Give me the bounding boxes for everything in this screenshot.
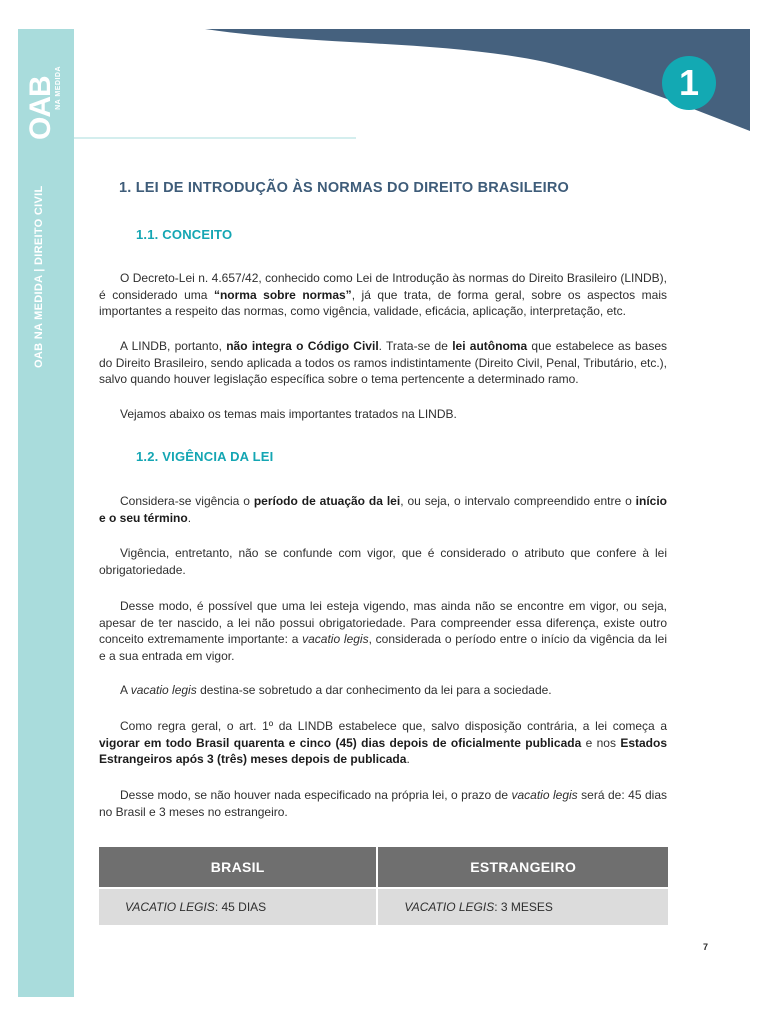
paragraph-default-period: Desse modo, se não houver nada especificado na própria lei, o prazo de vacatio legis será de: 45 dias no Brasil e 3 meses no estrangeiro. <box>99 788 667 819</box>
vacatio-table <box>99 847 668 925</box>
paragraph-topics-intro: Vejamos abaixo os temas mais importantes tratados na LINDB. <box>120 407 457 421</box>
table-header-row <box>99 847 668 888</box>
page-number: 7 <box>703 942 709 952</box>
paragraph-lindb-definition: O Decreto-Lei n. 4.657/42, conhecido como Lei de Introdução às normas do Direito Brasileiro (LINDB), é considerado uma “norma sobre normas”, já que trata, de forma geral, sobre os aspectos mais importantes a respeito das normas, como vigência, validade, eficácia, aplicação, interpretação, etc. <box>99 271 667 318</box>
heading-vigencia: 1.2. VIGÊNCIA DA LEI <box>136 449 274 464</box>
chapter-number-badge: 1 <box>662 56 716 110</box>
table-row <box>99 888 668 925</box>
heading-conceito: 1.1. CONCEITO <box>136 227 233 242</box>
table-header-brasil: BRASIL <box>99 847 377 888</box>
sidebar-vertical-label: OAB NA MEDIDA | DIREITO CIVIL <box>33 185 45 368</box>
main-heading: 1. LEI DE INTRODUÇÃO ÀS NORMAS DO DIREITO BRASILEIRO <box>119 180 569 196</box>
paragraph-general-rule: Como regra geral, o art. 1º da LINDB estabelece que, salvo disposição contrária, a lei começa a vigorar em todo Brasil quarenta e cinco (45) dias depois de oficialmente publicada e nos Estados Estrangeiros após 3 (três) meses depois de publicada. <box>99 719 667 766</box>
table-header-estrangeiro: ESTRANGEIRO <box>377 847 668 888</box>
table-cell-estrangeiro: VACATIO LEGIS: 3 MESES <box>377 888 668 925</box>
paragraph-vigencia-definition: Considera-se vigência o período de atuação da lei, ou seja, o intervalo compreendido entre o início e o seu término. <box>99 494 668 525</box>
paragraph-lindb-autonomous: A LINDB, portanto, não integra o Código Civil. Trata-se de lei autônoma que estabelece as bases do Direito Brasileiro, sendo aplicada a todos os ramos indistintamente (Direito Civil, Penal, Tributário, etc.), salvo quando houver legislação específica sobre o tema pertencente a determinado ramo. <box>99 339 667 386</box>
table-cell-brasil: VACATIO LEGIS: 45 DIAS <box>99 888 377 925</box>
paragraph-vacatio-concept: Desse modo, é possível que uma lei esteja vigendo, mas ainda não se encontre em vigor, ou seja, apesar de ter nascido, a lei não possui obrigatoriedade. Para compreender essa diferença, existe outro conceito extremamente importante: a vacatio legis, considerada o período entre o início da vigência da lei e a sua entrada em vigor. <box>99 599 667 663</box>
header-wave-graphic <box>0 0 768 180</box>
paragraph-vigencia-vs-vigor: Vigência, entretanto, não se confunde com vigor, que é considerado o atributo que confere à lei obrigatoriedade. <box>99 546 667 577</box>
logo-main-text: OAB <box>24 76 57 140</box>
logo-sub-text: NA MEDIDA <box>55 66 62 110</box>
paragraph-vacatio-purpose: A vacatio legis destina-se sobretudo a dar conhecimento da lei para a sociedade. <box>120 683 552 697</box>
